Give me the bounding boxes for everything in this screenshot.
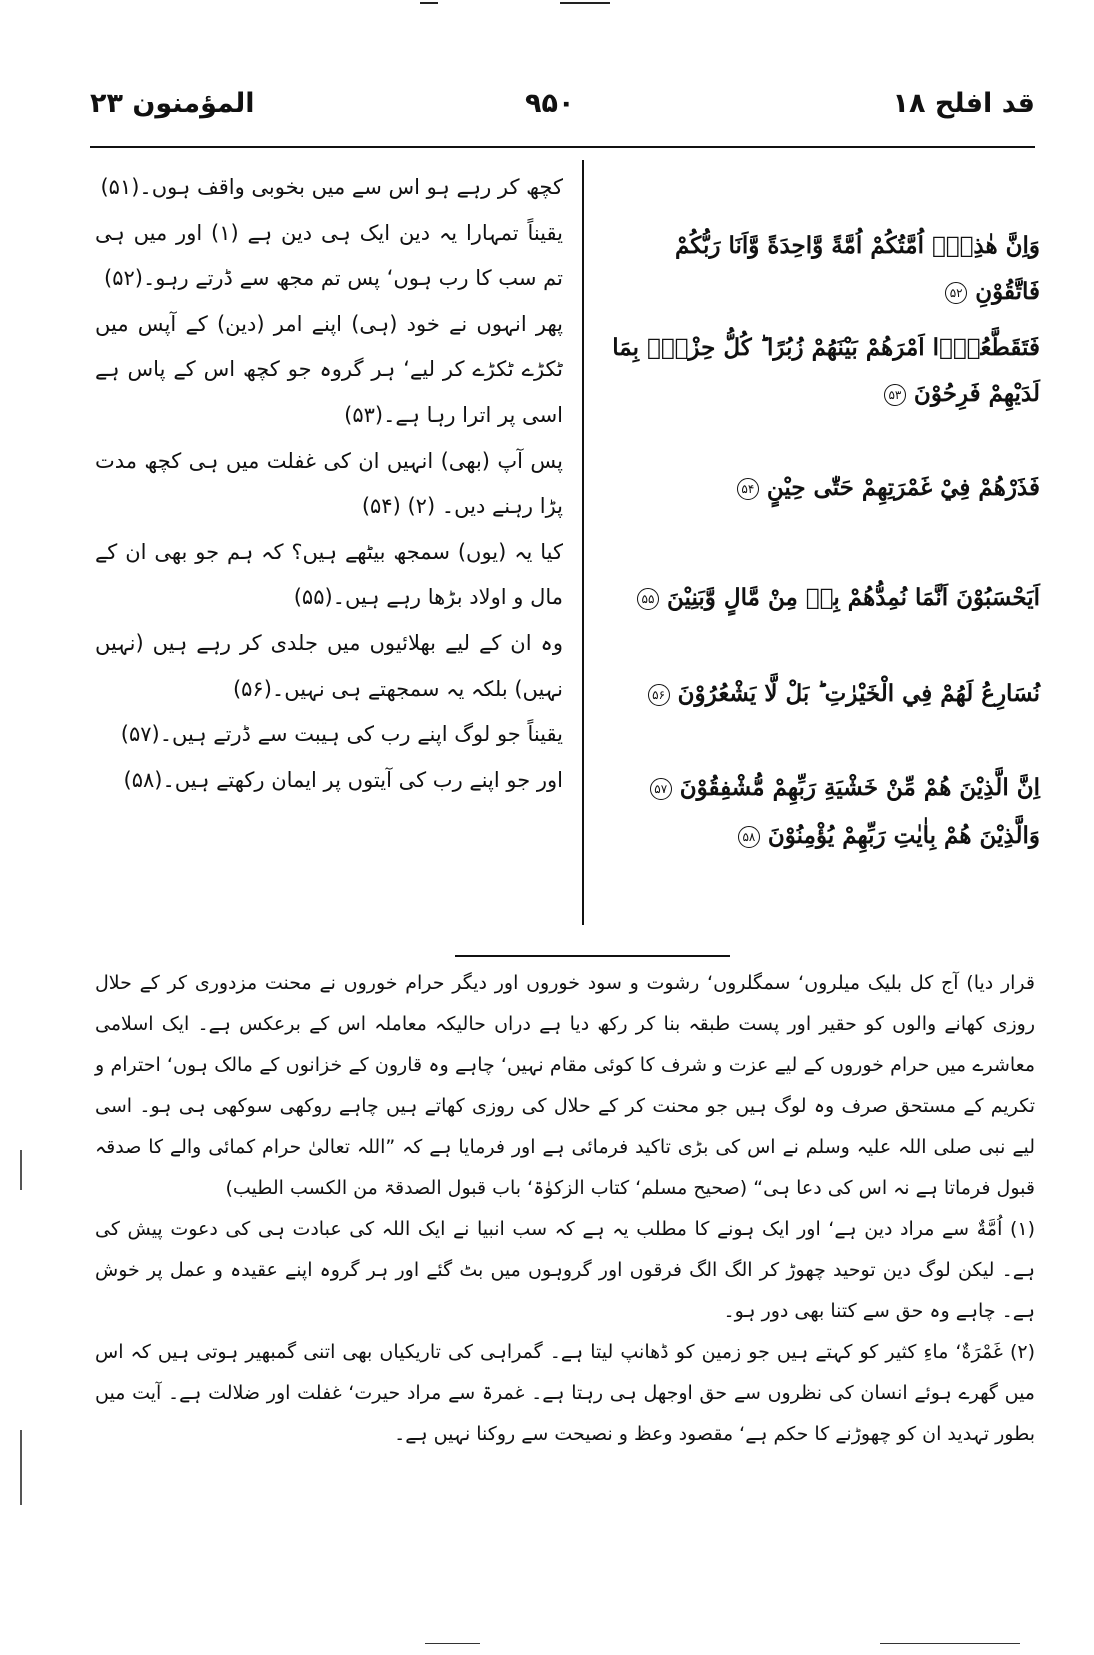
footnote-rule	[455, 955, 730, 957]
verse-text: وَالَّذِيْنَ هُمْ بِاٰيٰتِ رَبِّهِمْ يُؤْمِنُوْنَ	[767, 822, 1040, 849]
verse-number-marker: ۵۲	[945, 282, 967, 304]
translation-paragraph: پھر انہوں نے خود (ہی) اپنے امر (دین) کے آپس میں ٹکڑے ٹکڑے کر لیے‘ ہر گروہ جو کچھ اس کے پاس ہے اسی پر اترا رہا ہے۔(۵۳)	[95, 311, 563, 427]
verse-text: اَيَحْسَبُوْنَ اَنَّمَا نُمِدُّهُمْ بِهٖ مِنْ مَّالٍ وَّبَنِيْنَ	[667, 584, 1040, 611]
verse-number-marker: ۵۳	[884, 384, 906, 406]
surah-name: المؤمنون ۲۳	[90, 88, 255, 119]
verse	[610, 671, 1040, 717]
verse-number-marker: ۵۵	[637, 588, 659, 610]
verse	[610, 765, 1040, 811]
verse-text: فَتَقَطَّعُوْۤا اَمْرَهُمْ بَيْنَهُمْ زُبُرًا ؕ كُلُّ حِزْبٍۭ بِمَا لَدَيْهِمْ فَرِحُوْنَ	[612, 334, 1040, 407]
footnote-2: (۲) غَمْرَةٌ‘ ماءِ کثیر کو کہتے ہیں جو زمین کو ڈھانپ لیتا ہے۔ گمراہی کی تاریکیاں بھی اتنی گمبھیر ہوتی ہیں کہ اس میں گھرے ہوئے انسان کی نظروں سے حق اوجھل ہی رہتا ہے۔ غمرۃ سے مراد حیرت‘ غفلت اور ضلالت ہے۔ آیت میں بطور تہدید ان کو چھوڑنے کا حکم ہے‘ مقصود وعظ و نصیحت سے روکنا نہیں ہے۔	[95, 1341, 1035, 1445]
juz-name: قد افلح ۱۸	[892, 88, 1035, 119]
verse-text: اِنَّ الَّذِيْنَ هُمْ مِّنْ خَشْيَةِ رَبِّهِمْ مُّشْفِقُوْنَ	[679, 774, 1040, 801]
translation-paragraph: وہ ان کے لیے بھلائیوں میں جلدی کر رہے ہیں (نہیں نہیں) بلکہ یہ سمجھتے ہی نہیں۔(۵۶)	[95, 630, 563, 701]
bottom-tick-mark	[880, 1643, 1020, 1644]
translation-paragraph: اور جو اپنے رب کی آیتوں پر ایمان رکھتے ہیں۔(۵۸)	[123, 767, 563, 792]
verse-text: فَذَرْهُمْ فِيْ غَمْرَتِهِمْ حَتّٰى حِيْنٍ	[766, 474, 1040, 501]
verse-number-marker: ۵۴	[737, 478, 759, 500]
verse-text: نُسَارِعُ لَهُمْ فِي الْخَيْرٰتِ ؕ بَلْ لَّا يَشْعُرُوْنَ	[677, 680, 1040, 707]
verse	[610, 325, 1040, 417]
footnotes-section	[95, 963, 1035, 1455]
translation-paragraph: کیا یہ (یوں) سمجھ بیٹھے ہیں؟ کہ ہم جو بھی ان کے مال و اولاد بڑھا رہے ہیں۔(۵۵)	[95, 539, 563, 610]
margin-mark	[20, 1430, 22, 1505]
verse-number-marker: ۵۶	[648, 684, 670, 706]
footnote-continuation: قرار دیا) آج کل بلیک میلروں‘ سمگلروں‘ رشوت و سود خوروں اور دیگر حرام خوروں نے محنت مزدوری کر کے حلال روزی کھانے والوں کو حقیر اور پست طبقہ بنا کر رکھ دیا ہے دراں حالیکہ معاملہ اس کے برعکس ہے۔ ایک اسلامی معاشرے میں حرام خوروں کے لیے عزت و شرف کا کوئی مقام نہیں‘ چاہے وہ قارون کے خزانوں کے مالک ہوں‘ احترام و تکریم کے مستحق صرف وہ لوگ ہیں جو محنت کر کے حلال کی روزی کھاتے ہیں چاہے روکھی سوکھی ہی ہو۔ اسی لیے نبی صلی اللہ علیہ وسلم نے اس کی بڑی تاکید فرمائی ہے اور فرمایا ہے کہ ”اللہ تعالیٰ حرام کمائی والے کا صدقہ قبول فرماتا ہے نہ اس کی دعا ہی“ (صحیح مسلم‘ کتاب الزکوٰۃ‘ باب قبول الصدقۃ من الکسب الطیب)	[95, 972, 1035, 1199]
translation-paragraph: یقیناً جو لوگ اپنے رب کی ہیبت سے ڈرتے ہیں۔(۵۷)	[120, 722, 563, 747]
translation-paragraph: یقیناً تمہارا یہ دین ایک ہی دین ہے (۱) اور میں ہی تم سب کا رب ہوں‘ پس تم مجھ سے ڈرتے رہو۔(۵۲)	[95, 220, 563, 291]
header-rule	[90, 146, 1035, 148]
translation-paragraph: پس آپ (بھی) انہیں ان کی غفلت میں ہی کچھ مدت پڑا رہنے دیں۔ (۲) (۵۴)	[95, 448, 563, 519]
top-tick-mark	[420, 2, 438, 4]
column-divider	[582, 160, 584, 925]
verse	[610, 813, 1040, 859]
translation-column	[95, 165, 563, 803]
verse-text: وَاِنَّ هٰذِهٖۤ اُمَّتُكُمْ اُمَّةً وَّاحِدَةً وَّاَنَا رَبُّكُمْ فَاتَّقُوْنِ	[674, 232, 1040, 305]
translation-paragraph: کچھ کر رہے ہو اس سے میں بخوبی واقف ہوں۔(۵۱)	[100, 175, 563, 199]
verse-number-marker: ۵۷	[650, 778, 672, 800]
top-tick-mark	[560, 2, 610, 4]
footnote-1: (۱) اُمَّةٌ سے مراد دین ہے‘ اور ایک ہونے کا مطلب یہ ہے کہ سب انبیا نے ایک اللہ کی عبادت ہی کی دعوت پیش کی ہے۔ لیکن لوگ دین توحید چھوڑ کر الگ الگ فرقوں اور گروہوں میں بٹ گئے اور ہر گروہ اپنے عقیدہ و عمل پر خوش ہے۔ چاہے وہ حق سے کتنا بھی دور ہو۔	[95, 1218, 1035, 1322]
verse-number-marker: ۵۸	[738, 826, 760, 848]
page-header	[90, 88, 1035, 138]
margin-mark	[20, 1150, 22, 1190]
arabic-column	[610, 165, 1040, 925]
page-number: ۹۵۰	[525, 88, 575, 119]
verse	[610, 223, 1040, 315]
verse	[610, 575, 1040, 621]
verse	[610, 465, 1040, 511]
bottom-tick-mark	[425, 1643, 480, 1644]
